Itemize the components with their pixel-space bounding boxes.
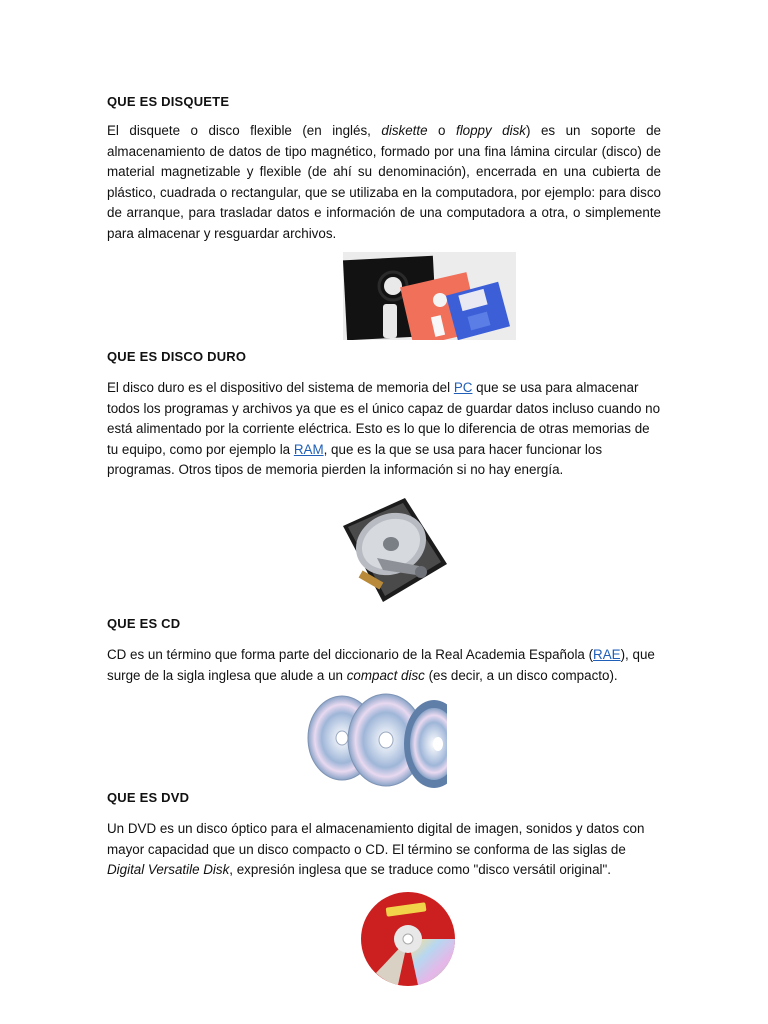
text: El disco duro es el dispositivo del sistema de memoria del (107, 380, 454, 395)
text: Un DVD es un disco óptico para el almacenamiento digital de imagen, sonidos y datos con mayor capacidad que un disco compacto o CD. El término se conforma de las siglas de (107, 821, 645, 857)
text: ) es un soporte de almacenamiento de datos de tipo magnético, formado por una fina lámina circular (disco) de material magnetizable y flexible (de ahí su denominación), encerrada en una cubierta de plástico, cuadrada o rectangular, que se utilizaba en la computadora, por ejemplo: para disco de arranque, para trasladar datos e información de una computadora a otra, o simplemente para almacenar y resguardar archivos. (107, 123, 661, 241)
hard-drive-photo (339, 496, 449, 604)
text: que se usa para almacenar todos los programas y archivos ya que es el único capaz de guardar datos incluso cuando no está alimentado por la corriente eléctrica. Esto es lo que lo diferencia de otras memorias de tu equipo, como por ejemplo la (107, 380, 661, 457)
cds-photo (306, 688, 447, 793)
italic-term: Digital Versatile Disk (107, 862, 230, 878)
italic-term: diskette (381, 123, 428, 138)
link-rae[interactable]: RAE (593, 647, 621, 662)
paragraph-cd (107, 645, 661, 686)
floppy-disks-photo (343, 252, 516, 340)
text: (es decir, a un disco compacto). (424, 667, 618, 683)
link-pc[interactable]: PC (453, 380, 473, 395)
italic-term: compact disc (346, 667, 425, 683)
paragraph-dvd (107, 819, 661, 881)
text: CD es un término que forma parte del diccionario de la Real Academia Española ( (107, 647, 594, 662)
paragraph-disco-duro (107, 378, 661, 481)
heading-disquete: QUE ES DISQUETE (107, 94, 230, 109)
text: , expresión inglesa que se traduce como "disco versátil original". (229, 862, 611, 878)
dvd-photo (358, 891, 459, 987)
paragraph-disquete (107, 121, 661, 245)
italic-term: floppy disk (455, 123, 526, 138)
heading-dvd: QUE ES DVD (107, 790, 190, 805)
heading-disco-duro: QUE ES DISCO DURO (107, 349, 247, 364)
text: o (427, 123, 456, 138)
text: El disquete o disco flexible (en inglés, (107, 123, 382, 138)
link-ram[interactable]: RAM (293, 441, 324, 457)
heading-cd: QUE ES CD (107, 616, 181, 631)
text: , que es la que se usa para hacer funcionar los programas. Otros tipos de memoria pierden la información si no hay energía. (107, 441, 603, 478)
text: ), que surge de la sigla inglesa que alude a un (107, 647, 655, 683)
